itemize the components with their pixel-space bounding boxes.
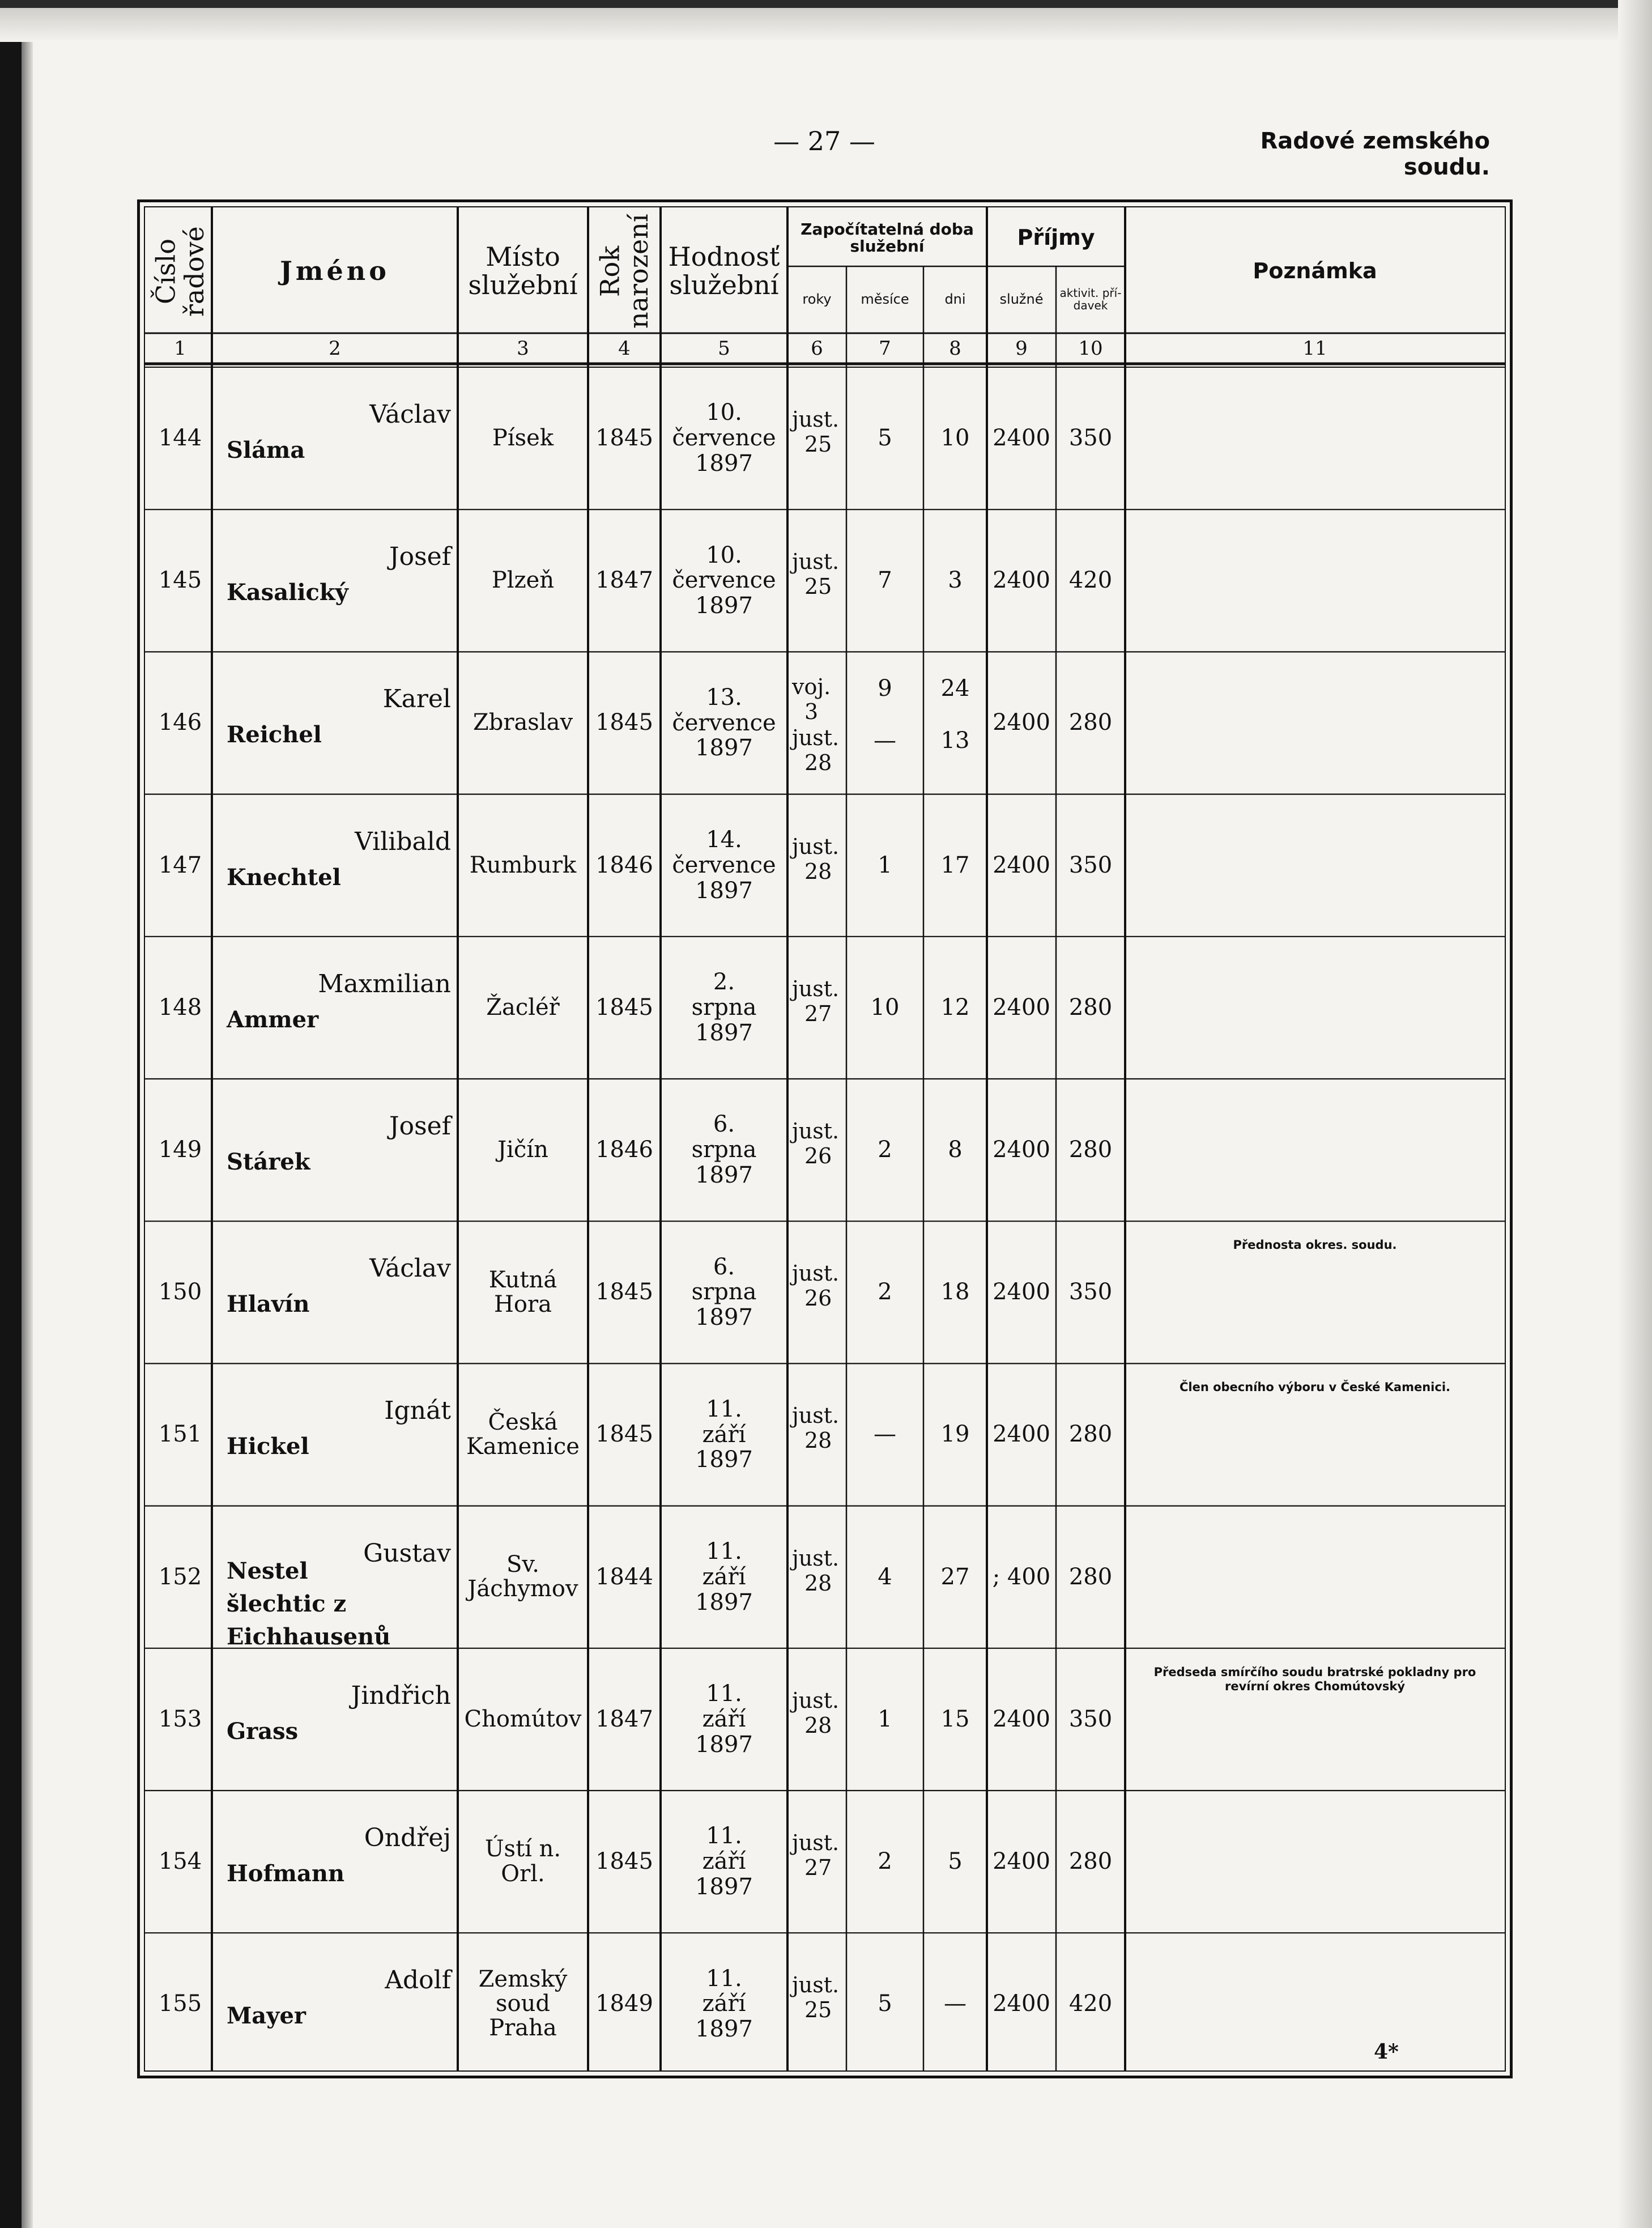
service-entry <box>792 1119 846 1168</box>
rank-date-line: září <box>702 1991 746 2017</box>
birth-year: 1844 <box>595 1563 653 1590</box>
service-type: just. <box>792 1972 840 1998</box>
rank-date-line: srpna <box>691 1137 757 1163</box>
service-entry <box>792 1688 846 1738</box>
row-number: 147 <box>158 852 202 878</box>
service-months: 10 <box>870 994 900 1021</box>
service-months: 2 <box>878 1279 892 1306</box>
service-type: just. <box>792 976 840 1001</box>
service-years: 26 <box>804 1286 832 1311</box>
service-place: Písek <box>492 425 554 451</box>
surname: Knechtel <box>227 864 341 891</box>
service-years: 25 <box>804 574 832 599</box>
service-days: 24 <box>940 675 970 701</box>
rank-date-line: 1897 <box>695 450 753 477</box>
surname: Grass <box>227 1717 299 1745</box>
rank-date-line: 14. <box>706 826 742 853</box>
service-years: 28 <box>804 750 832 776</box>
col-number-8: 8 <box>949 337 961 360</box>
rank-date-line: 1897 <box>695 1873 753 1900</box>
surname: Mayer <box>227 2002 306 2030</box>
sheet-mark: 4* <box>1374 2040 1399 2064</box>
rank-date-line: 10. <box>706 399 742 426</box>
rank-date-line: srpna <box>691 1279 757 1306</box>
given-name: Gustav <box>363 1538 451 1568</box>
service-days: 8 <box>948 1137 963 1163</box>
rank-date-line: 6. <box>713 1253 735 1280</box>
rank-date-line: září <box>702 1563 746 1590</box>
rank-date-line: července <box>672 709 776 736</box>
birth-year: 1846 <box>595 1137 653 1163</box>
salary: 2400 <box>993 1421 1050 1448</box>
service-months: 5 <box>878 425 892 451</box>
rank-date-line: července <box>672 567 776 594</box>
birth-year: 1849 <box>595 1991 653 2017</box>
salary: 2400 <box>993 1279 1050 1306</box>
service-place: Žacléř <box>486 994 560 1021</box>
service-place: Rumburk <box>469 852 577 878</box>
rank-date <box>661 1664 787 1775</box>
col-header-days: dni <box>944 291 966 308</box>
service-years: 3 <box>804 699 819 725</box>
row-number: 145 <box>158 567 202 594</box>
service-days: — <box>944 1991 966 2017</box>
row-number: 152 <box>158 1563 202 1590</box>
remark: Člen obecního výboru v České Kamenici. <box>1179 1380 1450 1394</box>
col-header-service-group: Započítatelná doba služební <box>801 219 974 256</box>
service-entry <box>792 725 846 775</box>
service-type: just. <box>792 1830 840 1855</box>
surname: Reichel <box>227 721 322 749</box>
service-days: 19 <box>940 1421 970 1448</box>
service-entry <box>792 549 846 599</box>
surname: Hofmann <box>227 1860 345 1887</box>
col-header-years: roky <box>802 291 832 308</box>
rank-date <box>661 1522 787 1632</box>
rank-date <box>661 383 787 494</box>
salary: 2400 <box>993 994 1050 1021</box>
rank-date-line: 1897 <box>695 1162 753 1188</box>
birth-year: 1845 <box>595 1279 653 1306</box>
col-header-number: Číslo řadové <box>150 226 210 317</box>
service-type: just. <box>792 407 840 432</box>
rank-date-line: září <box>702 1706 746 1732</box>
activity-bonus: 280 <box>1068 1421 1113 1448</box>
rank-date <box>661 525 787 636</box>
rank-date-line: 1897 <box>695 1447 753 1473</box>
service-type: just. <box>792 1687 840 1713</box>
salary: 2400 <box>993 425 1050 451</box>
service-place: Plzeň <box>491 567 555 594</box>
activity-bonus: 350 <box>1068 425 1113 451</box>
service-months: 5 <box>878 1991 892 2017</box>
rank-date-line: 11. <box>706 1965 742 1992</box>
service-years: 27 <box>804 1855 832 1881</box>
col-header-income-group: Příjmy <box>1017 225 1095 250</box>
salary: 2400 <box>993 1137 1050 1163</box>
col-number-11: 11 <box>1302 337 1327 360</box>
service-months: — <box>874 727 896 754</box>
salary: 2400 <box>993 1706 1050 1732</box>
service-days: 27 <box>940 1563 970 1590</box>
service-months: — <box>874 1421 896 1448</box>
col-header-remark: Poznámka <box>1253 258 1377 284</box>
col-header-birth-year: Rok narození <box>594 214 654 329</box>
given-name: Maxmilian <box>318 969 451 998</box>
page-number: — 27 — <box>773 126 875 156</box>
service-entry <box>792 976 846 1026</box>
service-months: 9 <box>878 675 892 701</box>
rank-date-line: 1897 <box>695 1019 753 1046</box>
service-days: 12 <box>940 994 970 1021</box>
service-months: 4 <box>878 1563 892 1590</box>
birth-year: 1845 <box>595 709 653 736</box>
given-name: Vilibald <box>355 827 451 856</box>
service-entry <box>792 674 846 724</box>
surname: Kasalický <box>227 579 348 606</box>
activity-bonus: 280 <box>1068 1848 1113 1874</box>
remark: Předseda smírčího soudu bratrské pokladny pro revírní okres Chomútovský <box>1153 1665 1476 1693</box>
rank-date-line: 11. <box>706 1681 742 1707</box>
service-place: Chomútov <box>464 1706 582 1732</box>
rank-date-line: 1897 <box>695 1731 753 1758</box>
service-days: 15 <box>940 1706 970 1732</box>
given-name: Josef <box>389 1112 451 1141</box>
service-place: Zbraslav <box>472 709 573 736</box>
rank-date-line: 1897 <box>695 1589 753 1615</box>
service-years: 25 <box>804 432 832 457</box>
service-entry <box>792 1546 846 1596</box>
rank-date-line: 11. <box>706 1538 742 1564</box>
row-number: 151 <box>158 1421 202 1448</box>
rank-date <box>661 1237 787 1347</box>
activity-bonus: 280 <box>1068 1137 1113 1163</box>
service-place: Kutná Hora <box>488 1266 557 1317</box>
rank-date-line: 1897 <box>695 1304 753 1331</box>
service-entry <box>792 1830 846 1880</box>
rank-date-line: 11. <box>706 1823 742 1849</box>
salary: 2400 <box>993 709 1050 736</box>
row-number: 148 <box>158 994 202 1021</box>
service-years: 26 <box>804 1143 832 1169</box>
service-years: 27 <box>804 1001 832 1026</box>
rank-date <box>661 810 787 921</box>
rank-date-line: 11. <box>706 1396 742 1422</box>
row-number: 144 <box>158 425 202 451</box>
rank-date-line: července <box>672 425 776 452</box>
salary: 2400 <box>993 567 1050 594</box>
service-entry <box>792 1403 846 1453</box>
surname: Ammer <box>227 1006 319 1033</box>
birth-year: 1847 <box>595 567 653 594</box>
service-entry <box>792 1972 846 2022</box>
service-months: 1 <box>878 852 892 878</box>
given-name: Ignát <box>384 1396 451 1426</box>
service-years: 25 <box>804 1997 832 2023</box>
service-place: Sv. Jáchymov <box>467 1551 578 1602</box>
service-months: 7 <box>878 567 892 594</box>
col-number-5: 5 <box>718 337 730 360</box>
running-head: Radové zemského soudu. <box>1260 128 1490 180</box>
rank-date-line: září <box>702 1421 746 1448</box>
service-type: just. <box>792 1403 840 1428</box>
col-header-rank: Hodnosť služební <box>668 241 780 300</box>
rank-date-line: července <box>672 852 776 878</box>
service-place: Jičín <box>497 1137 548 1163</box>
service-days: 5 <box>948 1848 963 1874</box>
row-number: 149 <box>158 1137 202 1163</box>
rank-date-line: 1897 <box>695 877 753 904</box>
rank-date-line: 1897 <box>695 2016 753 2043</box>
service-days: 18 <box>940 1279 970 1306</box>
activity-bonus: 350 <box>1068 1706 1113 1732</box>
col-number-2: 2 <box>329 337 341 360</box>
service-type: voj. <box>792 674 831 700</box>
rank-date <box>661 953 787 1063</box>
rank-date <box>661 1095 787 1205</box>
row-number: 153 <box>158 1706 202 1732</box>
activity-bonus: 280 <box>1068 994 1113 1021</box>
service-place: Ústí n. Orl. <box>484 1836 561 1887</box>
row-number: 146 <box>158 709 202 736</box>
birth-year: 1845 <box>595 994 653 1021</box>
activity-bonus: 280 <box>1068 709 1113 736</box>
rank-date <box>661 1806 787 1917</box>
service-type: just. <box>792 1261 840 1286</box>
salary: ; 400 <box>992 1563 1051 1590</box>
service-days: 3 <box>948 567 963 594</box>
given-name: Václav <box>369 400 451 429</box>
col-header-salary: služné <box>999 291 1044 308</box>
service-entry <box>792 1261 846 1311</box>
service-place: Zemský soud Praha <box>478 1966 568 2042</box>
col-number-1: 1 <box>174 337 186 360</box>
service-days: 13 <box>940 727 970 754</box>
service-days: 17 <box>940 852 970 878</box>
given-name: Ondřej <box>364 1823 451 1852</box>
salary: 2400 <box>993 852 1050 878</box>
service-years: 28 <box>804 1428 832 1453</box>
birth-year: 1847 <box>595 1706 653 1732</box>
rank-date <box>661 667 787 778</box>
service-type: just. <box>792 1545 840 1571</box>
rank-date-line: 1897 <box>695 593 753 619</box>
service-type: just. <box>792 834 840 859</box>
rank-date-line: 13. <box>706 684 742 711</box>
remark: Přednosta okres. soudu. <box>1233 1238 1397 1252</box>
birth-year: 1845 <box>595 425 653 451</box>
col-header-place: Místo služební <box>468 241 578 300</box>
activity-bonus: 350 <box>1068 1279 1113 1306</box>
given-name: Jindřich <box>351 1681 451 1710</box>
col-number-6: 6 <box>811 337 823 360</box>
rank-date <box>661 1949 787 2059</box>
service-years: 28 <box>804 858 832 884</box>
row-number: 155 <box>158 1991 202 2017</box>
service-months: 2 <box>878 1137 892 1163</box>
service-place: Česká Kamenice <box>466 1409 580 1460</box>
surname: Hickel <box>227 1433 309 1460</box>
rank-date-line: srpna <box>691 994 757 1021</box>
birth-year: 1845 <box>595 1421 653 1448</box>
surname: Stárek <box>227 1149 310 1175</box>
surname: Sláma <box>227 437 305 464</box>
row-number: 150 <box>158 1279 202 1306</box>
rank-date-line: 1897 <box>695 735 753 762</box>
activity-bonus: 350 <box>1068 852 1113 878</box>
service-entry <box>792 407 846 457</box>
given-name: Václav <box>369 1254 451 1283</box>
rank-date-line: 2. <box>713 969 735 996</box>
col-number-9: 9 <box>1015 337 1028 360</box>
col-header-bonus: aktivit. pří- davek <box>1059 286 1122 312</box>
col-header-name: Jméno <box>280 256 390 287</box>
rank-date-line: 6. <box>713 1111 735 1138</box>
surname: Nestel šlechtic z Eichhausenů <box>227 1557 391 1650</box>
col-number-3: 3 <box>517 337 529 360</box>
activity-bonus: 420 <box>1068 567 1113 594</box>
service-months: 1 <box>878 1706 892 1732</box>
given-name: Josef <box>389 542 451 572</box>
service-months: 2 <box>878 1848 892 1874</box>
given-name: Adolf <box>385 1966 451 1995</box>
service-years: 28 <box>804 1570 832 1596</box>
col-number-7: 7 <box>879 337 891 360</box>
service-type: just. <box>792 725 840 751</box>
col-number-4: 4 <box>618 337 631 360</box>
service-entry <box>792 834 846 884</box>
salary: 2400 <box>993 1991 1050 2017</box>
service-days: 10 <box>940 425 970 451</box>
salary: 2400 <box>993 1848 1050 1874</box>
service-type: just. <box>792 1119 840 1143</box>
col-number-10: 10 <box>1078 337 1103 360</box>
activity-bonus: 420 <box>1068 1991 1113 2017</box>
activity-bonus: 280 <box>1068 1563 1113 1590</box>
col-header-months: měsíce <box>861 291 909 308</box>
birth-year: 1845 <box>595 1848 653 1874</box>
row-number: 154 <box>158 1848 202 1874</box>
rank-date-line: 10. <box>706 542 742 568</box>
rank-date <box>661 1379 787 1490</box>
surname: Hlavín <box>227 1291 310 1318</box>
service-type: just. <box>792 549 840 575</box>
given-name: Karel <box>382 684 451 714</box>
service-years: 28 <box>804 1712 832 1738</box>
rank-date-line: září <box>702 1848 746 1875</box>
birth-year: 1846 <box>595 852 653 878</box>
